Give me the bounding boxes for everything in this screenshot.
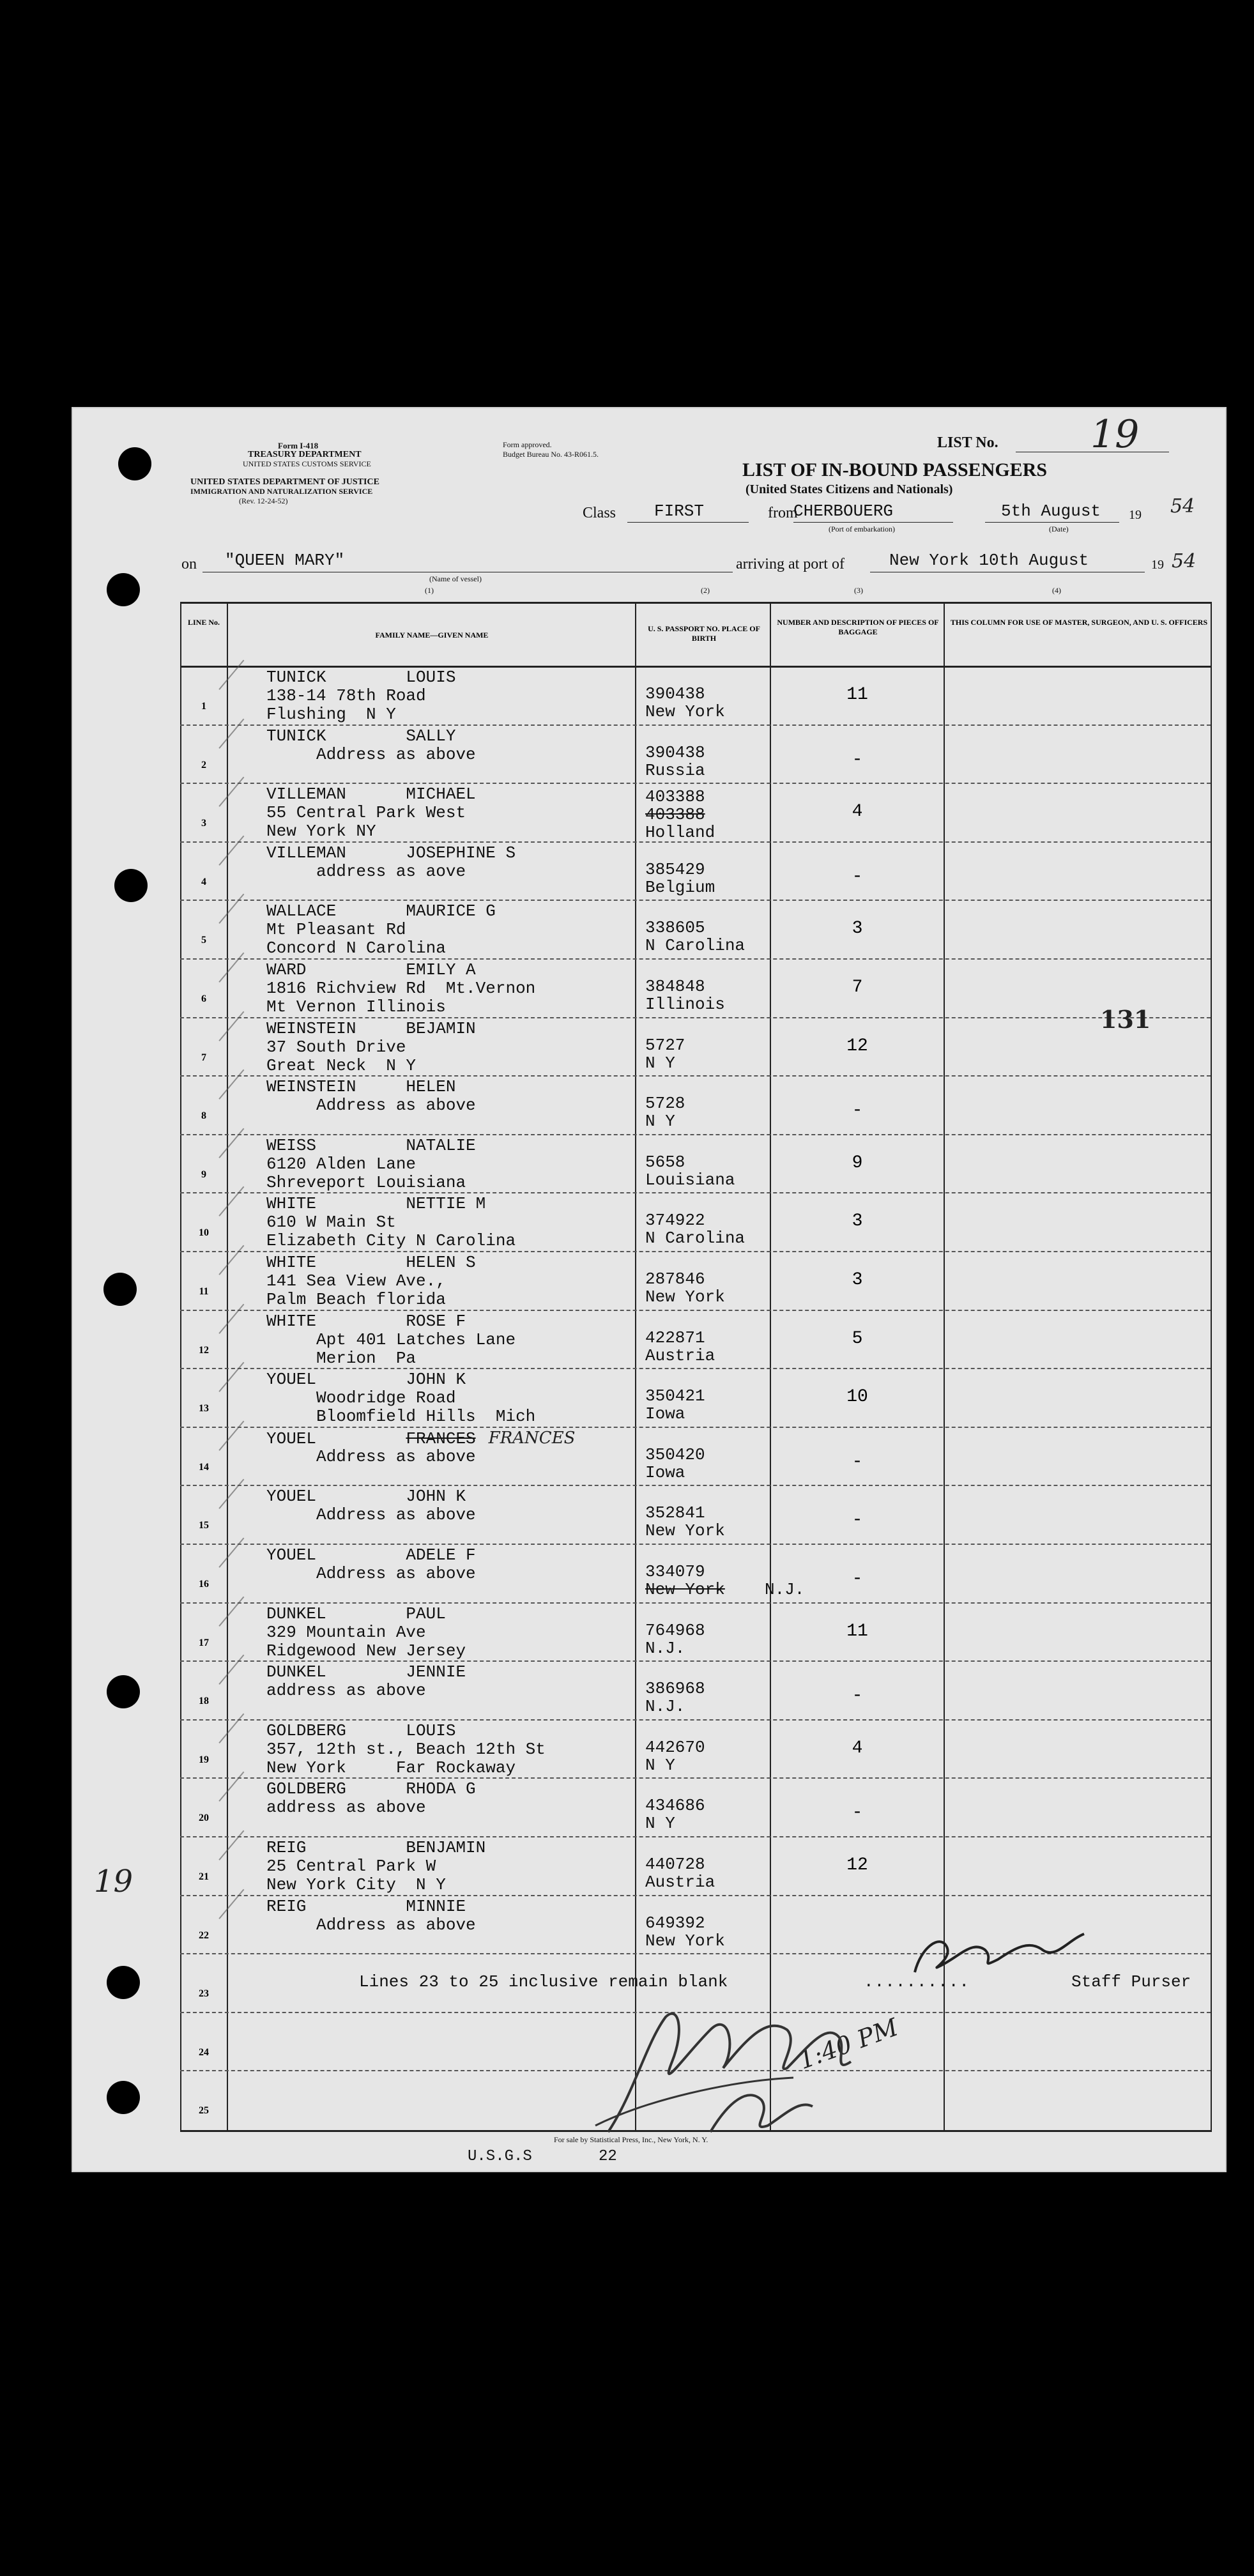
address-line-1: 138-14 78th Road [266, 686, 426, 705]
passport-number: 287846 [645, 1269, 705, 1289]
line-number: 5 [201, 935, 206, 946]
passport-number: 434686 [645, 1796, 705, 1816]
col-num-2: (2) [701, 586, 710, 595]
punch-hole [118, 447, 151, 480]
officer-signature [519, 1940, 966, 2145]
passport-number: 442670 [645, 1737, 705, 1757]
purser-signature [902, 1921, 1094, 1985]
year2-prefix: 19 [1151, 558, 1164, 572]
passport-number: 334079 [645, 1562, 705, 1581]
passenger-name: DUNKEL JENNIE [266, 1662, 466, 1682]
col-num-3: (3) [854, 586, 863, 595]
place-of-birth: N Carolina [645, 1229, 746, 1248]
passport-number: 403388 [645, 787, 705, 807]
passport-number: 440728 [645, 1855, 705, 1874]
dotted-leader: .......... [864, 1972, 970, 1991]
baggage-count: 7 [852, 977, 863, 997]
passport-number: 350420 [645, 1445, 705, 1464]
form-number: Form I-418 [278, 441, 319, 450]
place-of-birth: Austria [645, 1873, 715, 1892]
address-line-1: Address as above [266, 1915, 476, 1935]
treasury-dept: TREASURY DEPARTMENT [248, 450, 362, 459]
from-line [793, 522, 953, 523]
passenger-name: YOUEL JOHN K [266, 1487, 466, 1506]
address-line-2: Elizabeth City N Carolina [266, 1231, 516, 1251]
from-label: from [768, 505, 798, 521]
annotation-131: 131 [1100, 1005, 1151, 1034]
vessel-caption: (Name of vessel) [429, 574, 482, 583]
baggage-count: - [852, 749, 863, 770]
address-line-2: New York NY [266, 822, 376, 841]
baggage-count: 4 [852, 802, 863, 822]
passenger-name: TUNICK LOUIS [266, 668, 456, 687]
staff-purser: Staff Purser [1071, 1972, 1191, 1991]
line-number: 20 [199, 1813, 209, 1824]
revision: (Rev. 12-24-52) [239, 496, 288, 505]
baggage-count: - [852, 1569, 863, 1589]
place-of-birth: Holland [645, 823, 715, 843]
blank-lines-note: Lines 23 to 25 inclusive remain blank [359, 1972, 728, 1991]
line-number: 23 [199, 1988, 209, 2000]
table-row [72, 841, 1227, 900]
baggage-count: 12 [846, 1855, 868, 1875]
address-line-1: Apt 401 Latches Lane [266, 1330, 516, 1349]
table-row [72, 1017, 1227, 1076]
address-line-1: 37 South Drive [266, 1037, 406, 1057]
passport-number: 5728 [645, 1094, 685, 1114]
line-number: 9 [201, 1169, 206, 1180]
passport-number: 374922 [645, 1211, 705, 1230]
passenger-name: YOUEL FRANCES FRANCES [266, 1428, 576, 1448]
address-line-1: Woodridge Road [266, 1388, 456, 1408]
line-number: 3 [201, 818, 206, 829]
passenger-name: REIG MINNIE [266, 1896, 466, 1916]
arrival-port-date: New York 10th August [889, 551, 1089, 570]
line-number: 6 [201, 993, 206, 1004]
place-of-birth: N Y [645, 1755, 675, 1775]
address-line-1: 610 W Main St [266, 1213, 396, 1232]
address-line-2: Shreveport Louisiana [266, 1172, 466, 1192]
line-number: 22 [199, 1929, 209, 1941]
place-of-birth: N Carolina [645, 936, 746, 956]
passport-number-struck: 403388 [645, 805, 705, 825]
line-number: 15 [199, 1520, 209, 1531]
place-of-birth: Russia [645, 760, 705, 780]
col-header-passport: U. S. PASSPORT NO. PLACE OF BIRTH [648, 624, 760, 643]
passport-number: 422871 [645, 1328, 705, 1347]
passenger-name: WEINSTEIN BEJAMIN [266, 1018, 476, 1038]
address-line-1: 1816 Richview Rd Mt.Vernon [266, 979, 536, 998]
footer-printer: For sale by Statistical Press, Inc., New York, N. Y. [554, 2135, 708, 2144]
line-number: 16 [199, 1579, 209, 1590]
place-of-birth: New York [645, 1580, 725, 1599]
address-line-1: address as aove [266, 861, 466, 881]
baggage-count: 9 [852, 1153, 863, 1173]
place-of-birth: N Y [645, 1053, 675, 1073]
date-line [985, 522, 1119, 523]
line-number: 11 [199, 1286, 209, 1297]
passport-number: 390438 [645, 684, 705, 703]
table-row [72, 1075, 1227, 1134]
line-number: 4 [201, 876, 206, 887]
passenger-name: WHITE HELEN S [266, 1253, 476, 1272]
col-header-name: FAMILY NAME—GIVEN NAME [375, 631, 489, 640]
year-value: 54 [1170, 495, 1195, 518]
baggage-count: - [852, 1510, 863, 1531]
passport-number: 384848 [645, 977, 705, 996]
table-row [72, 1310, 1227, 1368]
passenger-name: GOLDBERG LOUIS [266, 1721, 456, 1740]
baggage-count: - [852, 866, 863, 887]
passport-number: 385429 [645, 859, 705, 879]
passport-number: 386968 [645, 1679, 705, 1699]
passport-number: 5658 [645, 1152, 685, 1172]
place-of-birth: Iowa [645, 1404, 685, 1424]
table-row [72, 1777, 1227, 1836]
baggage-count: 12 [846, 1036, 868, 1056]
address-line-2: Palm Beach florida [266, 1290, 446, 1309]
struck-given-name: FRANCES [406, 1429, 476, 1448]
place-of-birth: N Y [645, 1814, 675, 1834]
table-row [72, 1192, 1227, 1251]
manifest-title: LIST OF IN-BOUND PASSENGERS [742, 459, 1048, 480]
table-row [72, 1544, 1227, 1602]
passenger-name: VILLEMAN JOSEPHINE S [266, 843, 516, 862]
col-num-1: (1) [425, 586, 434, 595]
address-line-1: 357, 12th st., Beach 12th St [266, 1739, 546, 1759]
place-of-birth: N Y [645, 1112, 675, 1131]
passenger-name: TUNICK SALLY [266, 726, 456, 746]
baggage-count: 11 [846, 1621, 868, 1641]
address-line-1: address as above [266, 1798, 426, 1818]
address-line-2: Bloomfield Hills Mich [266, 1407, 536, 1427]
col-num-4: (4) [1052, 586, 1061, 595]
corrected-given-name: FRANCES [488, 1428, 576, 1448]
passport-number: 338605 [645, 918, 705, 938]
manifest-subtitle: (United States Citizens and Nationals) [746, 482, 953, 496]
place-of-birth: Louisiana [645, 1170, 735, 1190]
line-number: 24 [199, 2046, 209, 2058]
line-number: 21 [199, 1871, 209, 1882]
class-line [627, 522, 749, 523]
address-line-1: 55 Central Park West [266, 803, 466, 823]
port-of-embarkation: CHERBOUERG [793, 502, 894, 521]
baggage-count: 3 [852, 1211, 863, 1232]
address-line-1: address as above [266, 1681, 426, 1701]
arriving-label: arriving at port of [736, 556, 845, 572]
passport-number: 350421 [645, 1386, 705, 1406]
departure-date: 5th August [1001, 502, 1101, 521]
place-of-birth: N.J. [645, 1697, 685, 1717]
table-row [72, 1485, 1227, 1544]
address-line-2: New York Far Rockaway [266, 1758, 516, 1777]
annotation-time: 1:40 PM [795, 2012, 902, 2075]
place-of-birth: Austria [645, 1346, 715, 1365]
passenger-name: YOUEL ADELE F [266, 1545, 476, 1565]
passenger-name: WHITE ROSE F [266, 1311, 466, 1331]
passenger-name: VILLEMAN MICHAEL [266, 785, 476, 804]
place-of-birth-corrected: N.J. [765, 1580, 805, 1599]
passenger-name: GOLDBERG RHODA G [266, 1779, 476, 1799]
address-line-1: Address as above [266, 744, 476, 764]
port-caption: (Port of embarkation) [829, 525, 895, 533]
table-row [72, 724, 1227, 783]
col-header-baggage: NUMBER AND DESCRIPTION OF PIECES OF BAGGAGE [777, 618, 939, 636]
table-row [72, 1719, 1227, 1778]
footer-number: 22 [599, 2148, 617, 2165]
address-line-1: 6120 Alden Lane [266, 1154, 417, 1174]
baggage-count: 11 [846, 685, 868, 705]
passenger-name: WHITE NETTIE M [266, 1194, 486, 1214]
vessel-name: "QUEEN MARY" [225, 551, 345, 570]
place-of-birth: Illinois [645, 995, 725, 1014]
budget-bureau: Budget Bureau No. 43-R061.5. [503, 450, 599, 459]
baggage-count: - [852, 1452, 863, 1472]
line-number: 17 [199, 1637, 209, 1648]
address-line-1: Mt Pleasant Rd [266, 920, 406, 940]
address-line-1: Address as above [266, 1096, 476, 1116]
manifest-page [72, 407, 1227, 2172]
year-prefix: 19 [1129, 508, 1142, 522]
place-of-birth: N.J. [645, 1638, 685, 1658]
place-of-birth: New York [645, 1287, 725, 1307]
form-approved: Form approved. [503, 440, 552, 449]
place-of-birth: New York [645, 702, 725, 721]
line-number: 1 [201, 701, 206, 712]
ins: IMMIGRATION AND NATURALIZATION SERVICE [190, 487, 373, 496]
passenger-name: REIG BENJAMIN [266, 1838, 486, 1857]
place-of-birth: New York [645, 1931, 725, 1951]
line-number: 25 [199, 2105, 209, 2117]
justice-dept: UNITED STATES DEPARTMENT OF JUSTICE [190, 477, 379, 487]
list-no-label: LIST No. [937, 434, 998, 451]
table-row [72, 1836, 1227, 1895]
place-of-birth: Iowa [645, 1462, 685, 1482]
table-row [72, 1660, 1227, 1719]
date-caption: (Date) [1049, 525, 1069, 533]
table-row [72, 958, 1227, 1017]
baggage-count: 10 [846, 1387, 868, 1407]
passenger-name: WEISS NATALIE [266, 1135, 476, 1155]
line-number: 7 [201, 1052, 206, 1063]
annotation-19: 19 [94, 1864, 134, 1899]
table-row [72, 1427, 1227, 1485]
col-header-officers: THIS COLUMN FOR USE OF MASTER, SURGEON, AND U. S. OFFICERS [950, 618, 1208, 627]
class-value: FIRST [654, 502, 705, 521]
passenger-name: WEINSTEIN HELEN [266, 1077, 456, 1097]
address-line-1: Address as above [266, 1564, 476, 1583]
address-line-2: Merion Pa [266, 1348, 417, 1368]
place-of-birth: New York [645, 1521, 725, 1541]
footer-code: U.S.G.S [468, 2148, 532, 2165]
line-number: 8 [201, 1110, 206, 1122]
passport-number: 390438 [645, 742, 705, 762]
address-line-2: Mt Vernon Illinois [266, 997, 446, 1016]
passenger-name: DUNKEL PAUL [266, 1604, 446, 1623]
baggage-count: 3 [852, 919, 863, 939]
address-line-1: 329 Mountain Ave [266, 1622, 426, 1642]
table-row [72, 900, 1227, 958]
line-number: 14 [199, 1461, 209, 1473]
punch-hole [107, 573, 140, 606]
address-line-2: New York City N Y [266, 1875, 446, 1894]
passenger-name: WALLACE MAURICE G [266, 901, 496, 921]
list-no-value: 19 [1090, 412, 1140, 457]
address-line-2: Ridgewood New Jersey [266, 1641, 466, 1660]
passport-number: 649392 [645, 1913, 705, 1933]
passenger-name: YOUEL JOHN K [266, 1370, 466, 1390]
table-row [72, 1251, 1227, 1310]
table-row [72, 1368, 1227, 1427]
line-number: 19 [199, 1754, 209, 1765]
place-of-birth: Belgium [645, 877, 715, 897]
passenger-name: WARD EMILY A [266, 960, 476, 979]
baggage-count: 4 [852, 1738, 863, 1758]
line-number: 12 [199, 1344, 209, 1356]
address-line-2: Great Neck N Y [266, 1055, 417, 1075]
table-row [72, 1602, 1227, 1661]
table-row [72, 783, 1227, 841]
line-number: 2 [201, 759, 206, 770]
passport-number: 764968 [645, 1620, 705, 1640]
address-line-2: Flushing N Y [266, 705, 396, 724]
on-label: on [181, 556, 197, 572]
customs-service: UNITED STATES CUSTOMS SERVICE [243, 459, 371, 468]
address-line-1: 141 Sea View Ave., [266, 1271, 446, 1291]
table-row [72, 1134, 1227, 1193]
baggage-count: - [852, 1101, 863, 1121]
col-header-line-no: LINE No. [187, 618, 220, 627]
passport-number: 352841 [645, 1503, 705, 1523]
class-label: Class [583, 505, 616, 521]
address-line-1: 25 Central Park W [266, 1857, 436, 1876]
baggage-count: 5 [852, 1328, 863, 1349]
year2-value: 54 [1172, 550, 1197, 572]
table-top-border [180, 602, 1212, 604]
passport-number: 5727 [645, 1035, 685, 1055]
line-number: 10 [199, 1227, 209, 1239]
address-line-1: Address as above [266, 1446, 476, 1466]
address-line-1: Address as above [266, 1505, 476, 1525]
table-row [72, 666, 1227, 724]
line-number: 13 [199, 1403, 209, 1414]
baggage-count: 3 [852, 1270, 863, 1290]
address-line-2: Concord N Carolina [266, 939, 446, 958]
baggage-count: - [852, 1686, 863, 1706]
baggage-count: - [852, 1803, 863, 1823]
line-number: 18 [199, 1696, 209, 1707]
